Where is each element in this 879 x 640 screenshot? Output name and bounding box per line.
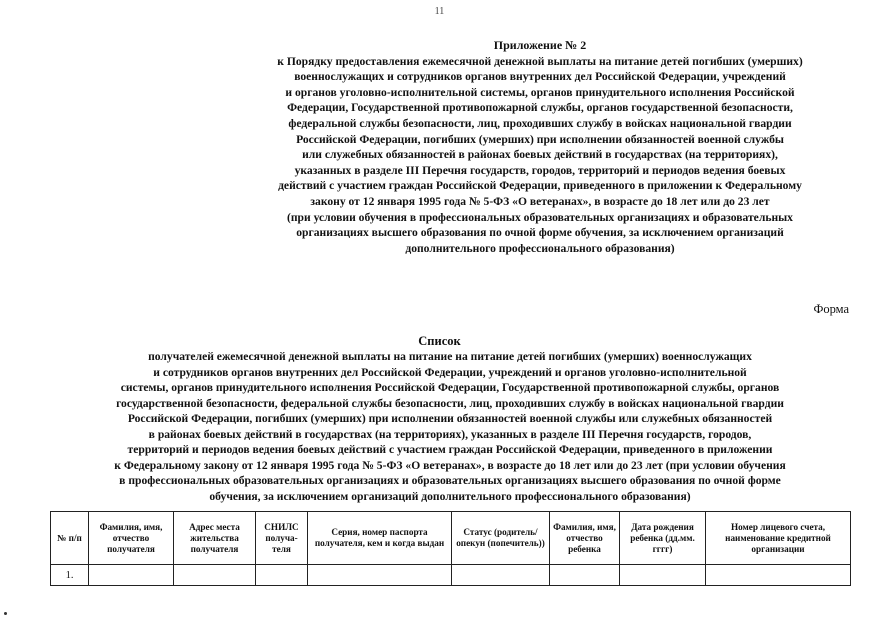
list-title: Список bbox=[418, 334, 461, 348]
list-desc-line: системы, органов принудительного исполнения Российской Федерации, Государственной противопожарной службы, органов bbox=[120, 381, 780, 394]
list-desc-line: в районах боевых действий в государствах (на территориях), указанных в разделе III Перечня государств, городов, bbox=[148, 427, 752, 441]
list-desc-line: обучения, за исключением организаций дополнительного профессионального образования) bbox=[209, 489, 691, 503]
column-header-child-name: Фамилия, имя, отчество ребенка bbox=[550, 512, 620, 565]
appendix-line: дополнительного профессионального образования) bbox=[405, 241, 675, 255]
appendix-line: Российской Федерации, погибших (умерших) при исполнении обязанностей военной службы bbox=[296, 132, 784, 146]
appendix-line: (при условии обучения в профессиональных образовательных организациях и образовательных bbox=[287, 210, 793, 224]
column-header-account: Номер лицевого счета, наименование кредитной организации bbox=[706, 512, 851, 565]
list-desc-line: в профессиональных образовательных организациях и образовательных организациях высшего образования по очной форме bbox=[119, 474, 781, 487]
appendix-line: военнослужащих и сотрудников органов внутренних дел Российской Федерации, учреждений bbox=[294, 70, 786, 84]
table-row bbox=[51, 565, 851, 586]
table-cell-number: 1. bbox=[51, 565, 89, 586]
appendix-line: к Порядку предоставления ежемесячной денежной выплаты на питание детей погибших (умерших) bbox=[277, 54, 803, 68]
appendix-line: организациях высшего образования по очной форме обучения, за исключением организаций bbox=[296, 226, 784, 240]
table-cell bbox=[174, 565, 256, 586]
column-header-recipient-address: Адрес места жительства получателя bbox=[174, 512, 256, 565]
table-cell bbox=[550, 565, 620, 586]
form-label: Форма bbox=[813, 302, 849, 316]
appendix-line: указанных в разделе III Перечня государств, городов, территорий и периодов ведения боевых bbox=[294, 163, 786, 177]
appendix-line: и органов уголовно-исполнительной системы, органов принудительного исполнения Российской bbox=[285, 85, 795, 99]
table-cell bbox=[256, 565, 308, 586]
page-number: 11 bbox=[434, 6, 445, 17]
list-description bbox=[40, 349, 860, 504]
list-desc-line: Российской Федерации, погибших (умерших) при исполнении обязанностей военной службы или служебных обязанностей bbox=[127, 412, 773, 425]
appendix-line: закону от 12 января 1995 года № 5-ФЗ «О ветеранах», в возрасте до 18 лет или до 23 лет bbox=[310, 194, 770, 208]
list-desc-line: территорий и периодов ведения боевых действий с участием граждан Российской Федерации, приведенного в приложении bbox=[127, 443, 773, 456]
appendix-title: Приложение № 2 bbox=[493, 38, 587, 52]
column-header-child-birthdate: Дата рождения ребенка (дд.мм. гггг) bbox=[620, 512, 706, 565]
table-header-row bbox=[51, 512, 851, 565]
column-header-number: № п/п bbox=[51, 512, 89, 565]
appendix-line: федеральной службы безопасности, лиц, проходивших службу в войсках национальной гвардии bbox=[288, 116, 792, 130]
appendix-line: Федерации, Государственной противопожарной службы, органов государственной безопасности, bbox=[287, 101, 793, 115]
table-cell bbox=[89, 565, 174, 586]
column-header-status: Статус (родитель/ опекун (попечитель)) bbox=[452, 512, 550, 565]
table-cell bbox=[308, 565, 452, 586]
appendix-line: действий с участием граждан Российской Федерации, приведенного в приложении к Федеральному bbox=[278, 179, 802, 193]
appendix-line: или служебных обязанностей в районах боевых действий в государствах (на территориях), bbox=[302, 148, 778, 162]
recipients-table bbox=[50, 511, 851, 586]
table-cell bbox=[706, 565, 851, 586]
list-desc-line: и сотрудников органов внутренних дел Российской Федерации, учреждений и органов уголовно-исполнительной bbox=[153, 365, 747, 379]
list-desc-line: к Федеральному закону от 12 января 1995 года № 5-ФЗ «О ветеранах», в возрасте до 18 лет или до 23 лет (при условии обучения bbox=[114, 458, 786, 472]
column-header-snils: СНИЛС получа-теля bbox=[256, 512, 308, 565]
column-header-recipient-name: Фамилия, имя, отчество получателя bbox=[89, 512, 174, 565]
list-desc-line: государственной безопасности, федеральной службы безопасности, лиц, проходивших службу в войсках национальной гвардии bbox=[116, 396, 784, 410]
column-header-passport: Серия, номер паспорта получателя, кем и когда выдан bbox=[308, 512, 452, 565]
scan-speck bbox=[4, 612, 7, 615]
appendix-header bbox=[222, 38, 858, 256]
table-cell bbox=[620, 565, 706, 586]
list-desc-line: получателей ежемесячной денежной выплаты на питание на питание детей погибших (умерших) военнослужащих bbox=[148, 350, 752, 363]
table-cell bbox=[452, 565, 550, 586]
